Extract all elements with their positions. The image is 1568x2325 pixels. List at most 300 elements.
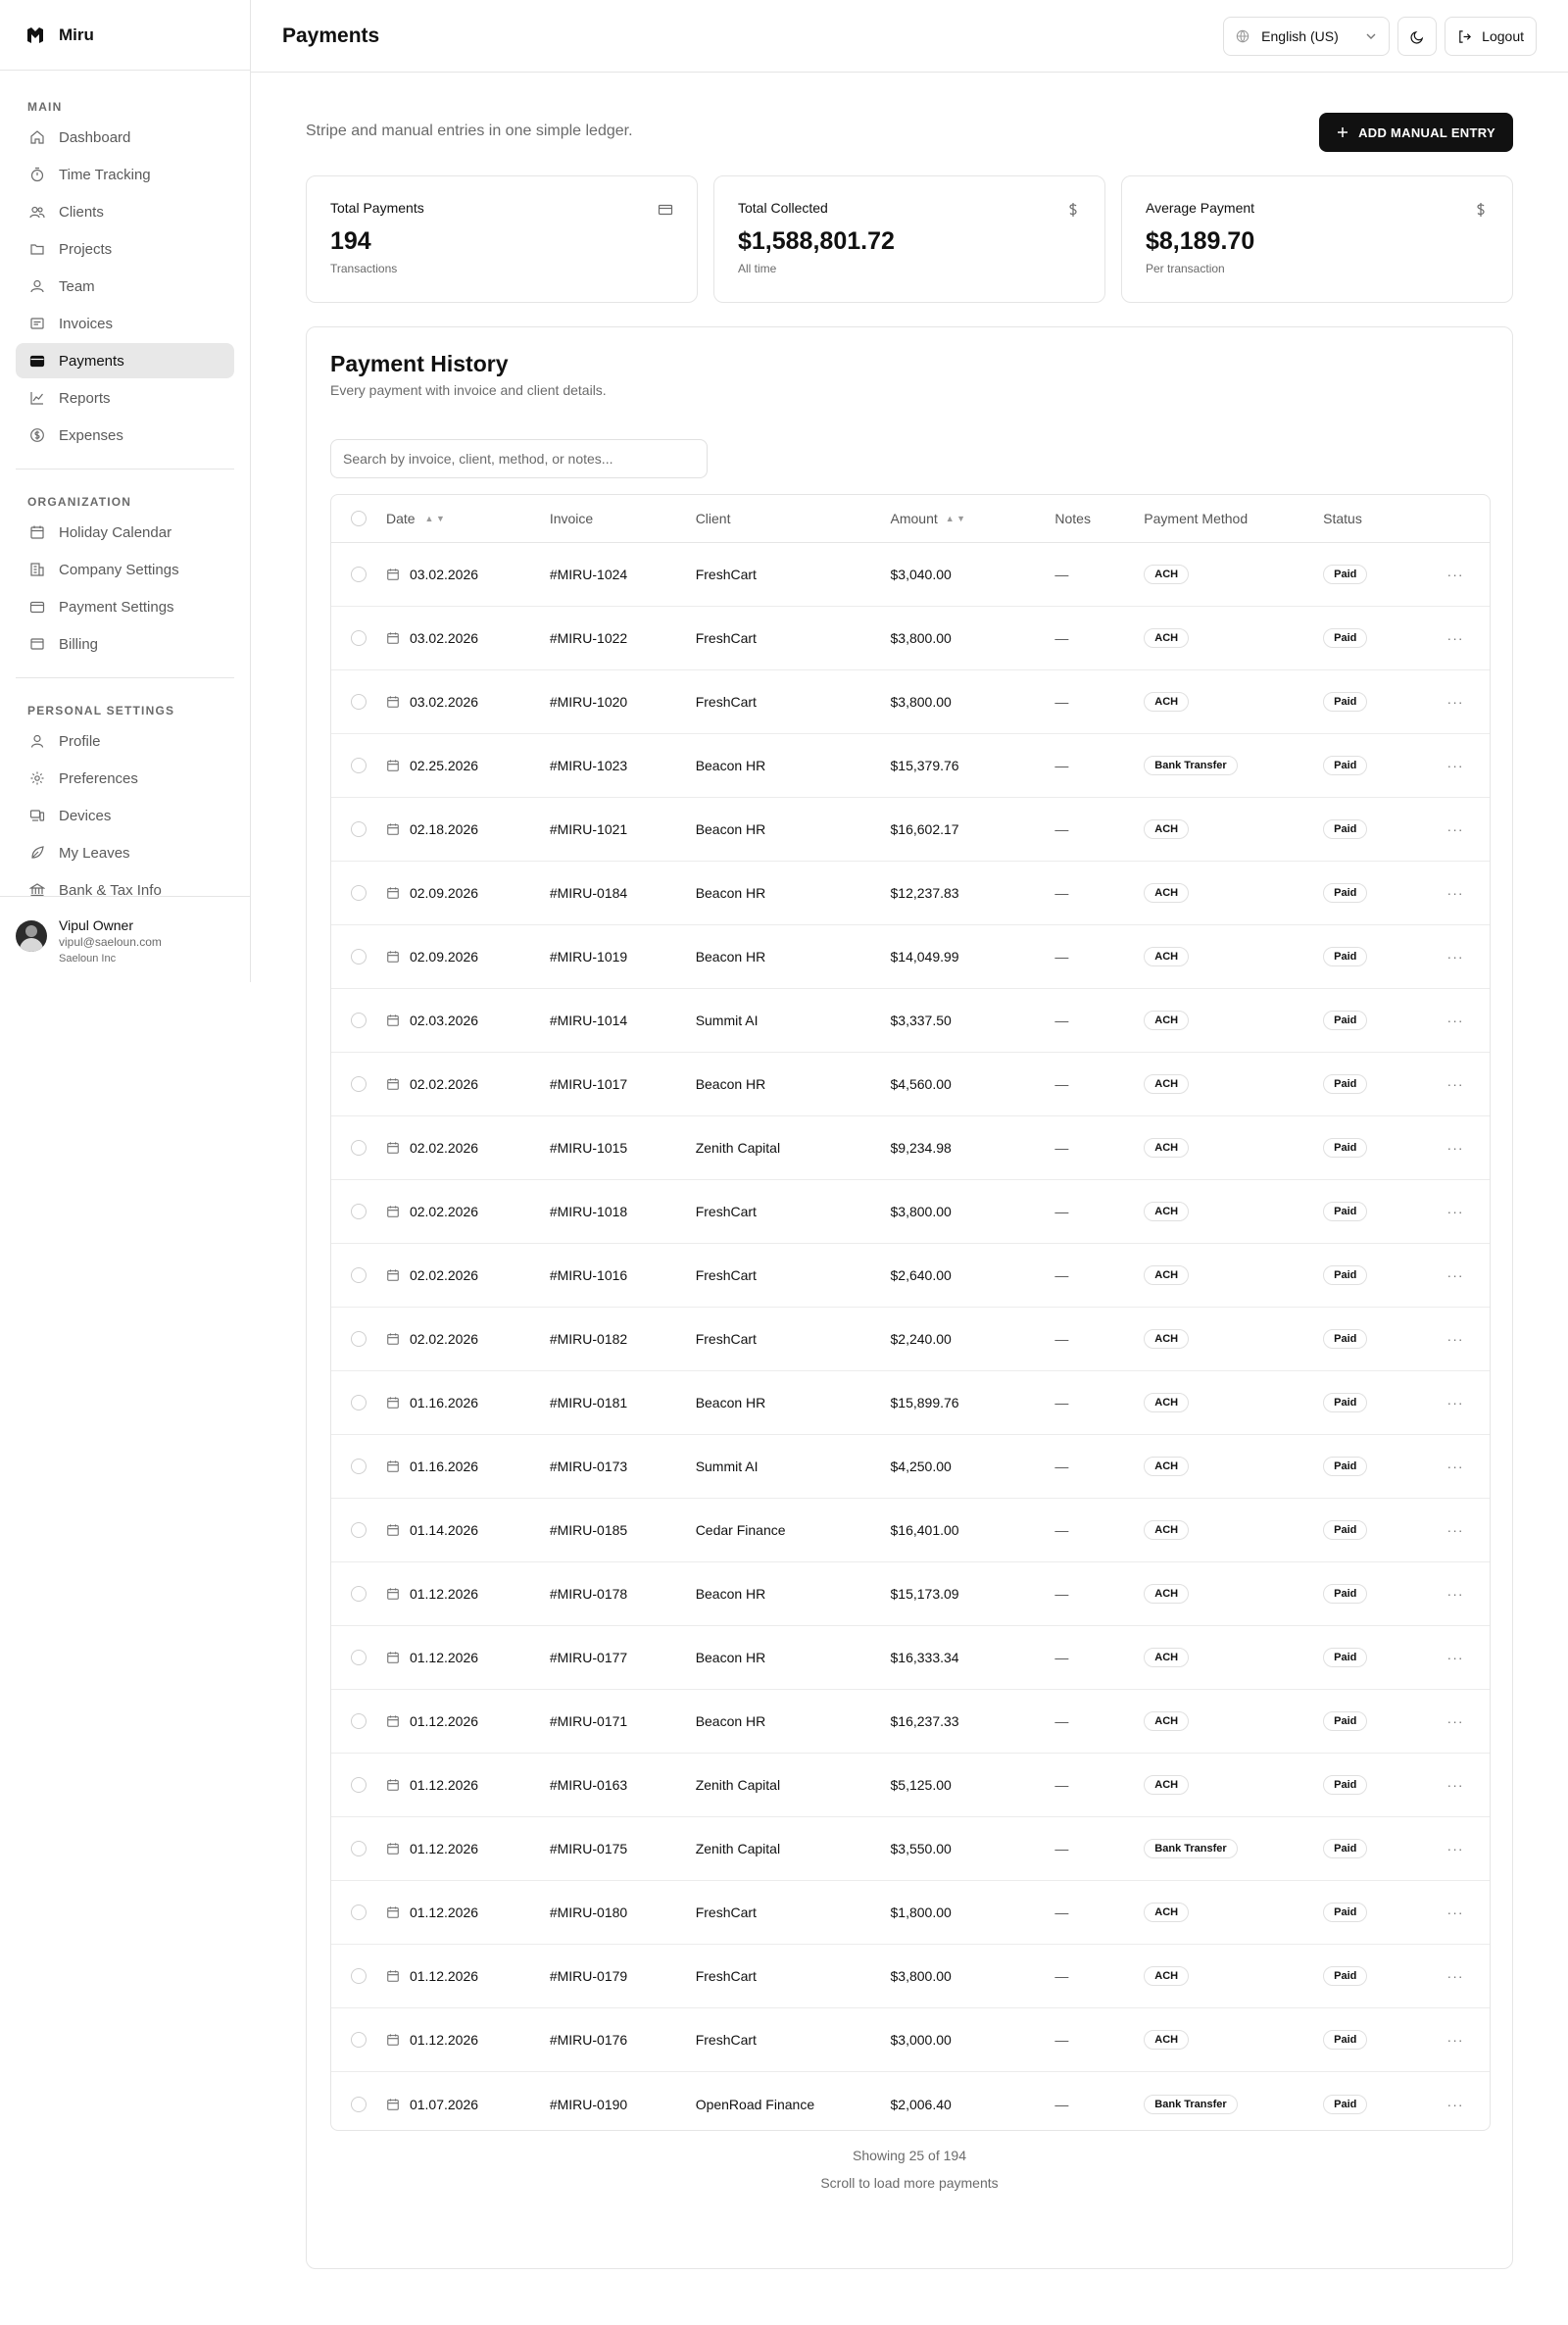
sidebar-item-label: Bank & Tax Info — [59, 881, 162, 896]
calendar-icon — [386, 1014, 400, 1027]
home-icon — [29, 129, 45, 145]
cell-invoice[interactable]: #MIRU-0177 — [549, 1650, 628, 1665]
cell-date: 01.12.2026 — [409, 1968, 479, 1984]
row-checkbox[interactable] — [351, 1459, 367, 1474]
sidebar-item-label: Team — [59, 277, 95, 295]
calendar-icon — [386, 1459, 400, 1473]
column-label-amount: Amount — [890, 511, 938, 526]
cell-client: Summit AI — [695, 1013, 759, 1028]
sidebar-item-label: Payment Settings — [59, 598, 174, 616]
cell-date: 01.12.2026 — [409, 1777, 479, 1793]
sidebar-item-holiday-calendar[interactable] — [16, 515, 234, 550]
cell-client: FreshCart — [695, 1968, 757, 1984]
payment-method-badge: ACH — [1144, 1457, 1189, 1476]
row-checkbox[interactable] — [351, 694, 367, 710]
table-body — [331, 543, 1490, 2131]
cell-invoice[interactable]: #MIRU-0173 — [549, 1459, 628, 1474]
row-actions-icon[interactable]: ··· — [1446, 885, 1464, 901]
cell-amount: $2,640.00 — [890, 1267, 952, 1283]
row-actions-icon[interactable]: ··· — [1446, 1267, 1464, 1283]
cell-amount: $4,250.00 — [890, 1459, 952, 1474]
row-actions-icon[interactable]: ··· — [1446, 1076, 1464, 1092]
row-actions-icon[interactable]: ··· — [1446, 1968, 1464, 1984]
cell-invoice[interactable]: #MIRU-1016 — [549, 1267, 628, 1283]
cell-date: 02.02.2026 — [409, 1140, 479, 1156]
logout-label: Logout — [1482, 28, 1524, 44]
cell-notes: — — [1054, 1459, 1069, 1474]
row-actions-icon[interactable]: ··· — [1446, 821, 1464, 837]
sidebar-item-payments[interactable] — [16, 343, 234, 378]
payment-method-badge: ACH — [1144, 947, 1189, 966]
cell-notes: — — [1054, 1713, 1069, 1729]
table-row[interactable] — [331, 1499, 1490, 1562]
sidebar-item-invoices[interactable] — [16, 306, 234, 341]
sidebar-item-company-settings[interactable] — [16, 552, 234, 587]
wallet-settings-icon — [29, 599, 45, 615]
row-actions-icon[interactable]: ··· — [1446, 1905, 1464, 1920]
cell-notes: — — [1054, 694, 1069, 710]
language-label: English (US) — [1261, 28, 1339, 44]
sidebar-item-time-tracking[interactable] — [16, 157, 234, 192]
calendar-icon — [386, 822, 400, 836]
row-actions-icon[interactable]: ··· — [1446, 567, 1464, 582]
cell-client: Beacon HR — [695, 1076, 766, 1092]
row-checkbox[interactable] — [351, 1267, 367, 1283]
theme-toggle-button[interactable] — [1397, 17, 1437, 56]
sidebar-item-expenses[interactable] — [16, 418, 234, 453]
cell-date: 02.02.2026 — [409, 1331, 479, 1347]
sidebar-item-preferences[interactable] — [16, 761, 234, 796]
table-row[interactable] — [331, 862, 1490, 925]
row-actions-icon[interactable]: ··· — [1446, 1713, 1464, 1729]
dollar-icon — [1473, 202, 1489, 218]
row-actions-icon[interactable]: ··· — [1446, 949, 1464, 965]
sidebar-divider — [16, 677, 234, 678]
select-all-checkbox[interactable] — [351, 511, 367, 526]
table-row[interactable] — [331, 1754, 1490, 1817]
team-icon — [29, 278, 45, 294]
status-badge: Paid — [1323, 1711, 1367, 1731]
row-checkbox[interactable] — [351, 949, 367, 965]
user-name: Vipul Owner — [59, 917, 134, 933]
cell-notes: — — [1054, 1204, 1069, 1219]
payment-method-badge: ACH — [1144, 883, 1189, 903]
page-subtitle: Stripe and manual entries in one simple ledger. — [306, 123, 633, 139]
row-actions-icon[interactable]: ··· — [1446, 1331, 1464, 1347]
cell-date: 01.12.2026 — [409, 1841, 479, 1856]
row-checkbox[interactable] — [351, 1013, 367, 1028]
status-badge: Paid — [1323, 1584, 1367, 1604]
cell-date: 01.07.2026 — [409, 2096, 479, 2112]
cell-amount: $3,800.00 — [890, 694, 952, 710]
stat-card-total-collected — [713, 175, 1105, 303]
cell-invoice[interactable]: #MIRU-1015 — [549, 1140, 628, 1156]
stat-value: 194 — [330, 227, 371, 255]
cell-amount: $14,049.99 — [890, 949, 959, 965]
cell-invoice[interactable]: #MIRU-0178 — [549, 1586, 628, 1602]
page-title: Payments — [282, 24, 380, 47]
table-row[interactable] — [331, 543, 1490, 607]
top-bar — [251, 0, 1568, 73]
plus-icon — [1337, 126, 1348, 138]
cell-client: FreshCart — [695, 2032, 757, 2048]
column-header-invoice: Invoice — [549, 511, 594, 526]
user-org: Saeloun Inc — [59, 953, 117, 965]
cell-date: 03.02.2026 — [409, 567, 479, 582]
sidebar-item-label: Dashboard — [59, 128, 131, 146]
cell-invoice[interactable]: #MIRU-1023 — [549, 758, 628, 773]
cell-invoice[interactable]: #MIRU-0184 — [549, 885, 628, 901]
cell-invoice[interactable]: #MIRU-1014 — [549, 1013, 628, 1028]
payment-method-badge: ACH — [1144, 819, 1189, 839]
cell-invoice[interactable]: #MIRU-1019 — [549, 949, 628, 965]
dollar-circle-icon — [29, 427, 45, 443]
calendar-icon — [386, 1523, 400, 1537]
cell-invoice[interactable]: #MIRU-1018 — [549, 1204, 628, 1219]
row-actions-icon[interactable]: ··· — [1446, 758, 1464, 773]
cell-notes: — — [1054, 1968, 1069, 1984]
wallet-icon — [29, 353, 45, 369]
sidebar-item-my-leaves[interactable] — [16, 835, 234, 870]
cell-client: Zenith Capital — [695, 1841, 781, 1856]
row-actions-icon[interactable]: ··· — [1446, 2032, 1464, 2048]
cell-notes: — — [1054, 1013, 1069, 1028]
payment-method-badge: ACH — [1144, 1520, 1189, 1540]
status-badge: Paid — [1323, 1839, 1367, 1858]
payments-table — [330, 494, 1491, 2131]
cell-client: FreshCart — [695, 1204, 757, 1219]
table-row[interactable] — [331, 607, 1490, 670]
status-badge: Paid — [1323, 1265, 1367, 1285]
column-header-status: Status — [1323, 511, 1362, 526]
cell-client: Beacon HR — [695, 1586, 766, 1602]
table-row[interactable] — [331, 1371, 1490, 1435]
cell-invoice[interactable]: #MIRU-1024 — [549, 567, 628, 582]
payment-method-badge: ACH — [1144, 1393, 1189, 1412]
cell-amount: $16,401.00 — [890, 1522, 959, 1538]
table-row[interactable] — [331, 1817, 1490, 1881]
row-actions-icon[interactable]: ··· — [1446, 1013, 1464, 1028]
row-actions-icon[interactable]: ··· — [1446, 1522, 1464, 1538]
cell-invoice[interactable]: #MIRU-0171 — [549, 1713, 628, 1729]
sidebar-item-label: Clients — [59, 203, 104, 221]
sidebar-item-label: Invoices — [59, 315, 114, 332]
cell-invoice[interactable]: #MIRU-0163 — [549, 1777, 628, 1793]
calendar-icon — [386, 1332, 400, 1346]
cell-date: 01.16.2026 — [409, 1459, 479, 1474]
row-actions-icon[interactable]: ··· — [1446, 2096, 1464, 2112]
cell-invoice[interactable]: #MIRU-0176 — [549, 2032, 628, 2048]
cell-date: 02.25.2026 — [409, 758, 479, 773]
sidebar-item-label: Billing — [59, 635, 99, 653]
cell-invoice[interactable]: #MIRU-0185 — [549, 1522, 628, 1538]
logout-button[interactable] — [1445, 17, 1537, 56]
stat-card-average-payment — [1121, 175, 1513, 303]
cell-date: 01.14.2026 — [409, 1522, 479, 1538]
scroll-hint: Scroll to load more payments — [820, 2175, 999, 2191]
cell-notes: — — [1054, 1522, 1069, 1538]
table-row[interactable] — [331, 1626, 1490, 1690]
stat-subtext: Transactions — [330, 262, 398, 275]
history-title: Payment History — [330, 351, 509, 376]
sidebar-item-payment-settings[interactable] — [16, 589, 234, 624]
cell-amount: $2,240.00 — [890, 1331, 952, 1347]
cell-invoice[interactable]: #MIRU-0175 — [549, 1841, 628, 1856]
cell-date: 03.02.2026 — [409, 630, 479, 646]
cell-amount: $12,237.83 — [890, 885, 959, 901]
stat-label: Total Collected — [738, 200, 828, 216]
cell-amount: $3,040.00 — [890, 567, 952, 582]
status-badge: Paid — [1323, 1903, 1367, 1922]
payment-method-badge: ACH — [1144, 1138, 1189, 1158]
payment-method-badge: ACH — [1144, 1265, 1189, 1285]
stat-subtext: Per transaction — [1146, 262, 1225, 275]
calendar-icon — [29, 524, 45, 540]
row-checkbox[interactable] — [351, 630, 367, 646]
row-actions-icon[interactable]: ··· — [1446, 1140, 1464, 1156]
cell-invoice[interactable]: #MIRU-0179 — [549, 1968, 628, 1984]
payment-method-badge: ACH — [1144, 1648, 1189, 1667]
sidebar-item-projects[interactable] — [16, 231, 234, 267]
table-row[interactable] — [331, 798, 1490, 862]
table-row[interactable] — [331, 1945, 1490, 2008]
status-badge: Paid — [1323, 883, 1367, 903]
row-checkbox[interactable] — [351, 1204, 367, 1219]
stat-value: $1,588,801.72 — [738, 227, 895, 255]
row-checkbox[interactable] — [351, 2097, 367, 2112]
calendar-icon — [386, 1778, 400, 1792]
row-checkbox[interactable] — [351, 567, 367, 582]
cell-amount: $3,800.00 — [890, 1968, 952, 1984]
cell-notes: — — [1054, 949, 1069, 965]
sidebar-nav[interactable] — [0, 71, 250, 896]
status-badge: Paid — [1323, 692, 1367, 712]
row-actions-icon[interactable]: ··· — [1446, 1459, 1464, 1474]
calendar-icon — [386, 2098, 400, 2111]
row-checkbox[interactable] — [351, 1777, 367, 1793]
row-actions-icon[interactable]: ··· — [1446, 630, 1464, 646]
sidebar-item-label: Reports — [59, 389, 111, 407]
sidebar-item-label: Profile — [59, 732, 101, 750]
row-checkbox[interactable] — [351, 2032, 367, 2048]
add-manual-entry-label: ADD MANUAL ENTRY — [1358, 124, 1495, 140]
stat-label: Total Payments — [330, 200, 424, 216]
sidebar-divider — [16, 469, 234, 470]
row-checkbox[interactable] — [351, 1522, 367, 1538]
column-header-date[interactable] — [386, 511, 550, 526]
globe-icon — [1236, 29, 1250, 43]
cell-amount: $1,800.00 — [890, 1905, 952, 1920]
table-row[interactable] — [331, 2008, 1490, 2072]
row-actions-icon[interactable]: ··· — [1446, 1586, 1464, 1602]
cell-amount: $15,899.76 — [890, 1395, 959, 1410]
sidebar-item-reports[interactable] — [16, 380, 234, 416]
cell-invoice[interactable]: #MIRU-1020 — [549, 694, 628, 710]
brand[interactable] — [0, 0, 250, 71]
row-checkbox[interactable] — [351, 1713, 367, 1729]
row-checkbox[interactable] — [351, 1331, 367, 1347]
cell-client: Beacon HR — [695, 885, 766, 901]
cell-invoice[interactable]: #MIRU-1022 — [549, 630, 628, 646]
cell-date: 02.03.2026 — [409, 1013, 479, 1028]
cell-amount: $16,333.34 — [890, 1650, 959, 1665]
add-manual-entry-button[interactable] — [1319, 113, 1513, 152]
column-header-payment-method: Payment Method — [1144, 511, 1249, 526]
row-actions-icon[interactable]: ··· — [1446, 1395, 1464, 1410]
status-badge: Paid — [1323, 756, 1367, 775]
sidebar-item-billing[interactable] — [16, 626, 234, 662]
sidebar-item-dashboard[interactable] — [16, 120, 234, 155]
cell-invoice[interactable]: #MIRU-0190 — [549, 2096, 628, 2112]
row-checkbox[interactable] — [351, 1076, 367, 1092]
row-checkbox[interactable] — [351, 885, 367, 901]
billing-icon — [29, 636, 45, 652]
cell-notes: — — [1054, 1650, 1069, 1665]
table-row[interactable] — [331, 1690, 1490, 1754]
status-badge: Paid — [1323, 1457, 1367, 1476]
table-row[interactable] — [331, 1053, 1490, 1116]
row-actions-icon[interactable]: ··· — [1446, 1777, 1464, 1793]
table-row[interactable] — [331, 1180, 1490, 1244]
sort-icon: ▲ ▼ — [945, 514, 966, 523]
row-checkbox[interactable] — [351, 1841, 367, 1856]
cell-client: FreshCart — [695, 1331, 757, 1347]
table-row[interactable] — [331, 734, 1490, 798]
cell-invoice[interactable]: #MIRU-1021 — [549, 821, 628, 837]
calendar-icon — [386, 1842, 400, 1855]
stat-label: Average Payment — [1146, 200, 1255, 216]
payment-method-badge: ACH — [1144, 1711, 1189, 1731]
row-checkbox[interactable] — [351, 1650, 367, 1665]
cell-date: 02.09.2026 — [409, 949, 479, 965]
cell-amount: $2,006.40 — [890, 2096, 952, 2112]
table-row[interactable] — [331, 1562, 1490, 1626]
cell-invoice[interactable]: #MIRU-1017 — [549, 1076, 628, 1092]
row-checkbox[interactable] — [351, 1586, 367, 1602]
cell-date: 02.09.2026 — [409, 885, 479, 901]
table-row[interactable] — [331, 670, 1490, 734]
cell-notes: — — [1054, 885, 1069, 901]
cell-client: Zenith Capital — [695, 1140, 781, 1156]
cell-client: Cedar Finance — [695, 1522, 786, 1538]
table-row[interactable] — [331, 1881, 1490, 1945]
sidebar-section-title: MAIN — [27, 100, 63, 114]
cell-date: 01.16.2026 — [409, 1395, 479, 1410]
cell-date: 02.02.2026 — [409, 1076, 479, 1092]
cell-invoice[interactable]: #MIRU-0182 — [549, 1331, 628, 1347]
gear-icon — [29, 770, 45, 786]
table-row[interactable] — [331, 1308, 1490, 1371]
row-checkbox[interactable] — [351, 1395, 367, 1410]
payment-method-badge: ACH — [1144, 628, 1189, 648]
payment-method-badge: ACH — [1144, 1074, 1189, 1094]
calendar-icon — [386, 1905, 400, 1919]
language-select[interactable] — [1223, 17, 1390, 56]
cell-notes: — — [1054, 2096, 1069, 2112]
cell-notes: — — [1054, 1267, 1069, 1283]
user-profile[interactable] — [0, 896, 250, 982]
column-header-amount[interactable] — [891, 511, 1055, 526]
cell-client: FreshCart — [695, 567, 757, 582]
cell-notes: — — [1054, 821, 1069, 837]
sidebar-item-team[interactable] — [16, 269, 234, 304]
column-header-notes: Notes — [1054, 511, 1091, 526]
row-checkbox[interactable] — [351, 1905, 367, 1920]
sidebar-item-bank-tax-info[interactable] — [16, 872, 234, 896]
status-badge: Paid — [1323, 1520, 1367, 1540]
sidebar — [0, 0, 251, 982]
moon-icon — [1410, 29, 1425, 44]
timer-icon — [29, 167, 45, 182]
row-checkbox[interactable] — [351, 1968, 367, 1984]
status-badge: Paid — [1323, 1011, 1367, 1030]
cell-notes: — — [1054, 1140, 1069, 1156]
payment-method-badge: ACH — [1144, 1903, 1189, 1922]
table-row[interactable] — [331, 989, 1490, 1053]
cell-client: FreshCart — [695, 1267, 757, 1283]
calendar-icon — [386, 2033, 400, 2047]
sidebar-item-profile[interactable] — [16, 723, 234, 759]
cell-amount: $4,560.00 — [890, 1076, 952, 1092]
cell-date: 01.12.2026 — [409, 1650, 479, 1665]
sidebar-item-clients[interactable] — [16, 194, 234, 229]
status-badge: Paid — [1323, 1775, 1367, 1795]
cell-amount: $3,800.00 — [890, 630, 952, 646]
calendar-icon — [386, 1268, 400, 1282]
cell-invoice[interactable]: #MIRU-0180 — [549, 1905, 628, 1920]
calendar-icon — [386, 1587, 400, 1601]
dollar-icon — [1065, 202, 1081, 218]
payment-method-badge: ACH — [1144, 1584, 1189, 1604]
clients-icon — [29, 204, 45, 220]
search-input[interactable] — [330, 439, 708, 478]
folder-icon — [29, 241, 45, 257]
cell-client: Summit AI — [695, 1459, 759, 1474]
row-checkbox[interactable] — [351, 758, 367, 773]
sidebar-item-label: Devices — [59, 807, 112, 824]
row-checkbox[interactable] — [351, 1140, 367, 1156]
table-row[interactable] — [331, 1116, 1490, 1180]
leaf-icon — [29, 845, 45, 861]
column-label-date: Date — [385, 511, 416, 526]
table-row[interactable] — [331, 2072, 1490, 2131]
cell-date: 03.02.2026 — [409, 694, 479, 710]
payment-method-badge: ACH — [1144, 2030, 1189, 2050]
cell-amount: $15,379.76 — [890, 758, 959, 773]
row-actions-icon[interactable]: ··· — [1446, 694, 1464, 710]
table-header — [331, 495, 1490, 543]
payment-method-badge: Bank Transfer — [1144, 756, 1237, 775]
user-email: vipul@saeloun.com — [59, 935, 162, 949]
row-actions-icon[interactable]: ··· — [1446, 1650, 1464, 1665]
sidebar-item-label: Expenses — [59, 426, 123, 444]
cell-amount: $3,000.00 — [890, 2032, 952, 2048]
cell-client: FreshCart — [695, 694, 757, 710]
table-row[interactable] — [331, 1435, 1490, 1499]
row-actions-icon[interactable]: ··· — [1446, 1841, 1464, 1856]
payment-method-badge: Bank Transfer — [1144, 1839, 1237, 1858]
sidebar-item-devices[interactable] — [16, 798, 234, 833]
row-checkbox[interactable] — [351, 821, 367, 837]
table-row[interactable] — [331, 1244, 1490, 1308]
row-actions-icon[interactable]: ··· — [1446, 1204, 1464, 1219]
cell-invoice[interactable]: #MIRU-0181 — [549, 1395, 628, 1410]
logout-icon — [1457, 29, 1472, 44]
stat-value: $8,189.70 — [1146, 227, 1255, 255]
status-badge: Paid — [1323, 1393, 1367, 1412]
table-row[interactable] — [331, 925, 1490, 989]
cell-amount: $9,234.98 — [890, 1140, 952, 1156]
